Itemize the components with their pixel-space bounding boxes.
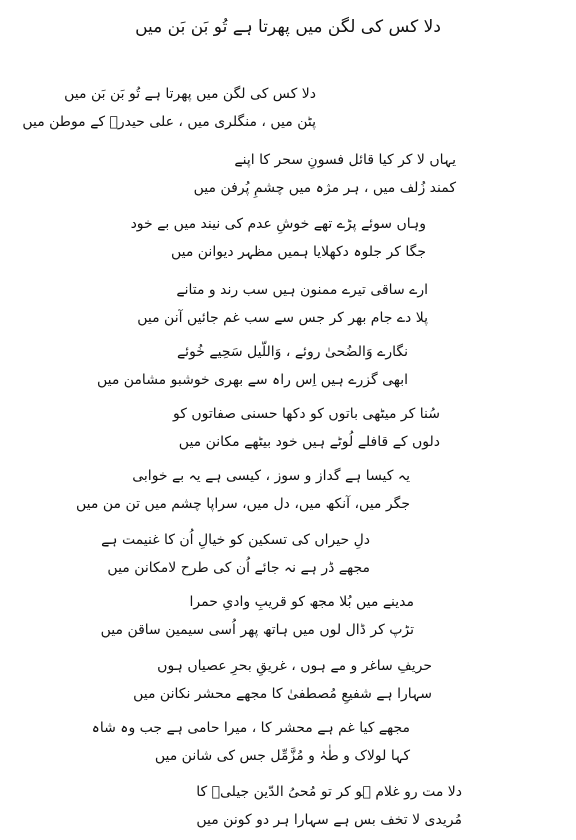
couplet-2: [194, 150, 456, 206]
page-title: دلا کس کی لگن میں پھرتا ہے تُو بَن بَن میں: [135, 17, 441, 37]
verse-line: کہا لولاک و طٰہٰ و مُزَّمِّل جس کی شانن میں: [154, 748, 410, 764]
couplet-12: [196, 782, 462, 838]
verse-line: دلا مت رو غلام ہو کر تو مُحیُ الدّین جیلیؒ کا: [196, 784, 462, 800]
verse-line: نگارے وَالضُحیٰ روئے ، وَاللّیل سَحِیے خُوئے: [176, 344, 408, 360]
couplet-10: [133, 656, 432, 712]
couplet-8: [101, 530, 370, 586]
verse-line: ارے ساقی تیرے ممنون ہیں سب رند و متانے: [176, 282, 428, 298]
couplet-1: [22, 84, 316, 140]
verse-line: دلوں کے قافلے لُوٹے ہیں خود بیٹھے مکانن میں: [178, 434, 440, 450]
verse-line: جگا کر جلوہ دکھلایا ہمیں مظہر دیوانن میں: [170, 244, 426, 260]
couplet-3: [131, 214, 426, 270]
verse-line: مجھے کیا غم ہے محشر کا ، میرا حامی ہے جب وہ شاہ: [91, 720, 410, 736]
couplet-11: [92, 718, 410, 774]
verse-line: جگر میں، آنکھ میں، دل میں، سراپا چشم میں تن من میں: [76, 496, 410, 512]
verse-line: یہاں لا کر کیا قائل فسونِ سحر کا اپنے: [234, 152, 456, 168]
verse-line: مدینے میں بُلا مجھ کو قریبِ وادیِ حمرا: [189, 594, 414, 610]
verse-line: سہارا ہے شفیعِ مُصطفیٰ کا مجھے محشر نکانن میں: [133, 686, 432, 702]
verse-line: پلا دے جام بھر کر جس سے سب غم جائیں آنن میں: [137, 310, 428, 326]
couplet-5: [97, 342, 408, 398]
verse-line: یہ کیسا ہے گداز و سوز ، کیسی ہے یہ بے خوابی: [132, 468, 410, 484]
verse-line: مُریدی لا تخف بس ہے سہارا ہر دو کونن میں: [196, 812, 462, 828]
verse-line: ابھی گزرے ہیں اِس راہ سے بھری خوشبو مشامن میں: [96, 372, 408, 388]
verse-line: سُنا کر میٹھی باتوں کو دکھا حسنی صفاتوں کو: [173, 406, 440, 422]
verse-line: حریفِ ساغر و مے ہوں ، غریقِ بحرِ عصیاں ہوں: [157, 658, 432, 674]
verse-line: وہاں سوئے پڑے تھے خوشِ عدم کی نیند میں بے خود: [130, 216, 426, 232]
verse-line: دلِ حیراں کی تسکین کو خیالِ اُن کا غنیمت ہے: [101, 532, 370, 548]
couplet-4: [137, 280, 428, 336]
couplet-7: [76, 466, 410, 522]
verse-line: کمند زُلف میں ، ہر مژہ میں چشمِ پُرفن میں: [193, 180, 456, 196]
couplet-9: [101, 592, 414, 648]
verse-line: مجھے ڈر ہے نہ جائے اُن کی طرح لامکانن میں: [107, 560, 370, 576]
verse-line: دلا کس کی لگن میں پھرتا ہے تُو بَن بَن میں: [64, 86, 316, 102]
verse-line: تڑپ کر ڈال لوں میں ہاتھ پھر اُسی سیمین ساقن میں: [100, 622, 414, 638]
couplet-6: [173, 404, 440, 460]
verse-line: پٹن میں ، منگلری میں ، علی حیدرؒ کے موطن میں: [22, 114, 316, 130]
